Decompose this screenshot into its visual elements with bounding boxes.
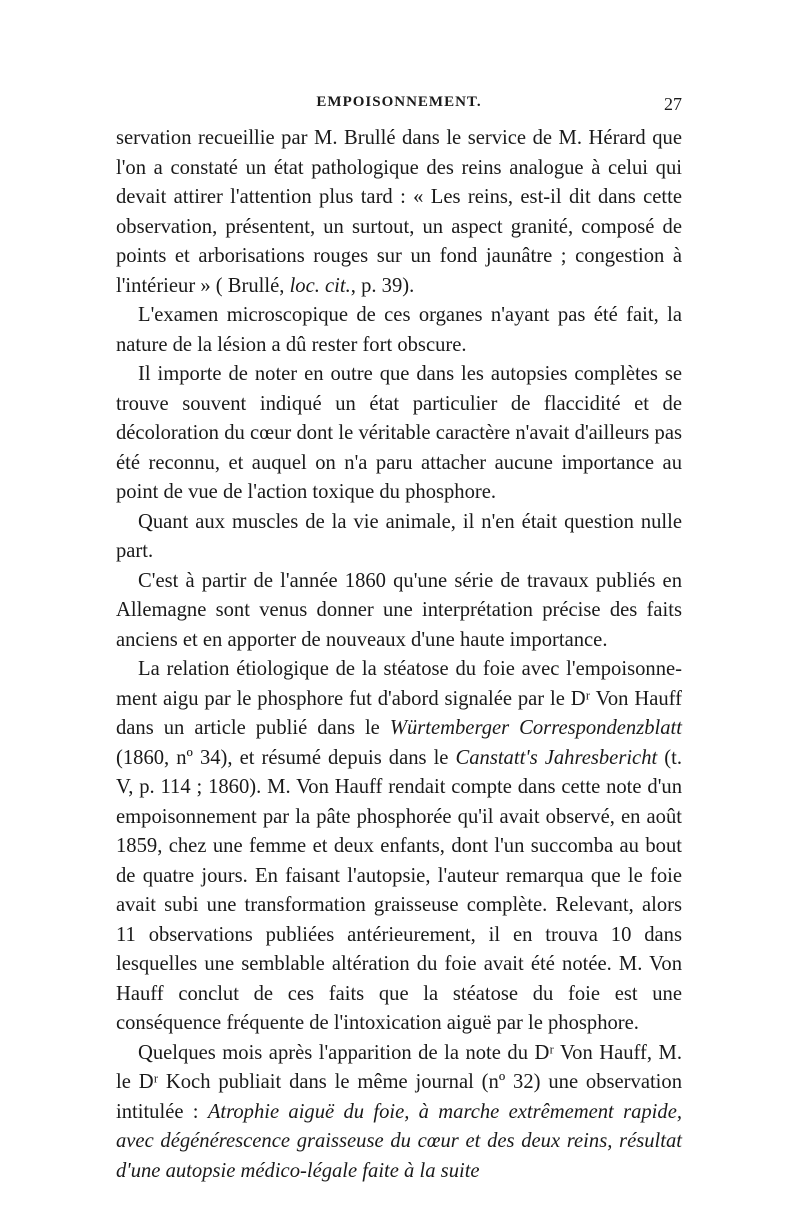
text-run: Quant aux muscles de la vie animale, il n'en était question nulle part.	[116, 510, 682, 562]
running-head	[116, 94, 682, 124]
italic-observation-title: Atrophie aiguë du foie, à marche extrêmement rapide, avec dégénérescence graisseuse du cœur et des deux reins, résultat d'une autopsie médico-légale faite à la suite	[116, 1100, 682, 1182]
text-run: Quelques mois après l'apparition de la note du Dʳ Von Hauff, M. le Dʳ Koch publiait dans le même journal (nº 32) une observation intitulée :	[116, 1041, 682, 1123]
text-run: (1860, nº 34), et résumé depuis dans le	[116, 746, 456, 769]
italic-journal-title: Würtemberger Correspondenzblatt	[389, 717, 682, 739]
body-text	[116, 124, 682, 1186]
book-page	[116, 94, 682, 1186]
paragraph	[116, 360, 682, 508]
paragraph	[116, 508, 682, 567]
text-run: La relation étiologique de la stéatose du foie avec l'empoisonnement aigu par le phosphore fut d'abord signalée par le Dʳ Von Hauff dans un article publié dans le	[116, 658, 682, 739]
page-number: 27	[664, 94, 682, 114]
text-run: (t. V, p. 114 ; 1860). M. Von Hauff rendait compte dans cette note d'un empoisonnement par la pâte phosphorée qu'il avait observé, en août 1859, chez une femme et deux enfants, dont l'un succomba au bout de quatre jours. En faisant l'autopsie, l'auteur remarqua que le foie avait subi une transformation graisseuse complète. Relevant, alors 11 observations publiées antérieurement, il en trouva 10 dans lesquelles une semblable altération du foie avait été notée. M. Von Hauff conclut de ces faits que la stéatose du foie est une conséquence fréquente de l'intoxication aiguë par le phosphore.	[116, 746, 682, 1034]
paragraph	[116, 124, 682, 301]
text-run: C'est à partir de l'année 1860 qu'une série de travaux publiés en Allemagne sont venus donner une interprétation précise des faits anciens et en apporter de nouveaux d'une haute importance.	[116, 569, 682, 651]
text-run: L'examen microscopique de ces organes n'ayant pas été fait, la nature de la lésion a dû rester fort obscure.	[116, 304, 682, 356]
text-run: , p. 39).	[350, 274, 415, 297]
text-run: servation recueillie par M. Brullé dans le service de M. Hérard que l'on a constaté un état pathologique des reins analogue à celui qui devait attirer l'attention plus tard : « Les reins, est-il dit dans cette observation, présentent, un surtout, un aspect granité, composé de points et arborisations rouges sur un fond jaunâtre ; congestion à l'intérieur » ( Brullé,	[116, 127, 682, 297]
italic-citation: loc. cit.	[289, 274, 351, 297]
text-run: Il importe de noter en outre que dans les autopsies complètes se trouve souvent indiqué un état particulier de flaccidité et de décoloration du cœur dont le véritable caractère n'avait d'ailleurs pas été reconnu, et auquel on n'a paru attacher aucune importance au point de vue de l'action toxique du phosphore.	[116, 363, 682, 503]
paragraph	[116, 567, 682, 656]
running-title: EMPOISONNEMENT.	[316, 94, 482, 110]
italic-journal-title: Canstatt's Jahresbericht	[455, 746, 658, 769]
paragraph	[116, 655, 682, 1039]
paragraph	[116, 301, 682, 360]
paragraph	[116, 1039, 682, 1187]
